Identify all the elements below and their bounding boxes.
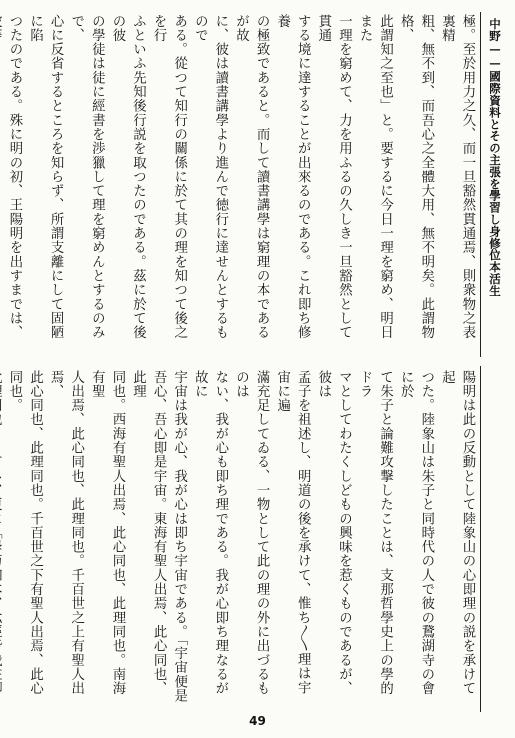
text-column: に、彼は讀書講學より進んで徳行に達せんとするもので [192,14,228,340]
page-number: 49 [249,714,266,728]
text-column: 宇宙は我が心、我が心は即ち宇宙である。「宇宙便是 [171,370,187,703]
text-column: 陽明は此の反動として陸象山の心即理の説を承けて起 [439,370,475,696]
text-column: 粗、無不到、而吾心之全體大用、無不明矣。此謂物格、 [398,14,434,340]
text-column: の學徒は徒に經書を渉獵して理を窮めんとするのみで、 [68,14,105,340]
text-column: する境に達することが出來るのである。これ即ち修養 [274,14,311,340]
text-column: 滿充足してゐる、一物として此の理の外に出づるものは [233,370,270,696]
text-column: 吾心、吾心即是宇宙。東海有聖人出焉、此心同也、此理 [130,370,167,696]
text-column: ふといふ先知後行説を取つたのである。茲に於て後の彼 [109,14,146,340]
text-column: 一理を窮めて、力を用ふるの久しき一旦豁然として貫通 [315,14,352,340]
text-column: 人出焉、此心同也、此理同也。千百世之上有聖人出焉、 [48,370,84,696]
text-column: つたのである。殊に明の初、王陽明を出すまでは、 [6,14,22,340]
text-column: 同也。西海有聖人出焉、此心同也、此理同也。南海有聖 [89,370,125,696]
text-column: て朱子と論難攻撃したことは、支那哲學史上の學的ドラ [357,370,393,696]
text-column: マとしてわたくしどもの興味を惹くものであるが、彼は [315,370,352,696]
upper-text-block [3,14,477,352]
text-column: の極致であると。而して讀書講學は窮理の本であるが故 [233,14,270,340]
text-column: 此謂知之至也」と。要するに今日一理を窮め、明日また [357,14,393,340]
text-column: 孟子を祖述し、明道の後を承けて、惟ち〳〵理は宇宙に遍 [274,370,311,695]
text-column: ある。從つて知行の關係に於て其の理を知つて後之を行 [151,14,187,340]
text-column: 此心同也、此理同也。千百世之下有聖人出焉、此心同也。 [6,370,43,696]
lower-text-block [3,370,477,708]
text-column [0,370,3,708]
text-column: ない、我が心も即ち理である。我が心即ち理なるが故に [192,370,228,696]
running-header: 中野——國際資料とその主張を學習し身修位本活生 [488,18,502,297]
text-column: 心に反省するところを知らず、所謂支離にして固陋に陷 [27,14,64,340]
header-rule-lower [480,366,481,712]
text-column: つた。陸象山は朱子と同時代の人で彼の鵞湖寺の會に於 [398,370,434,696]
header-rule-upper [480,12,481,357]
text-column: 極。至於用力之久、而一旦豁然貫通焉、則衆物之表裏精 [439,14,475,340]
